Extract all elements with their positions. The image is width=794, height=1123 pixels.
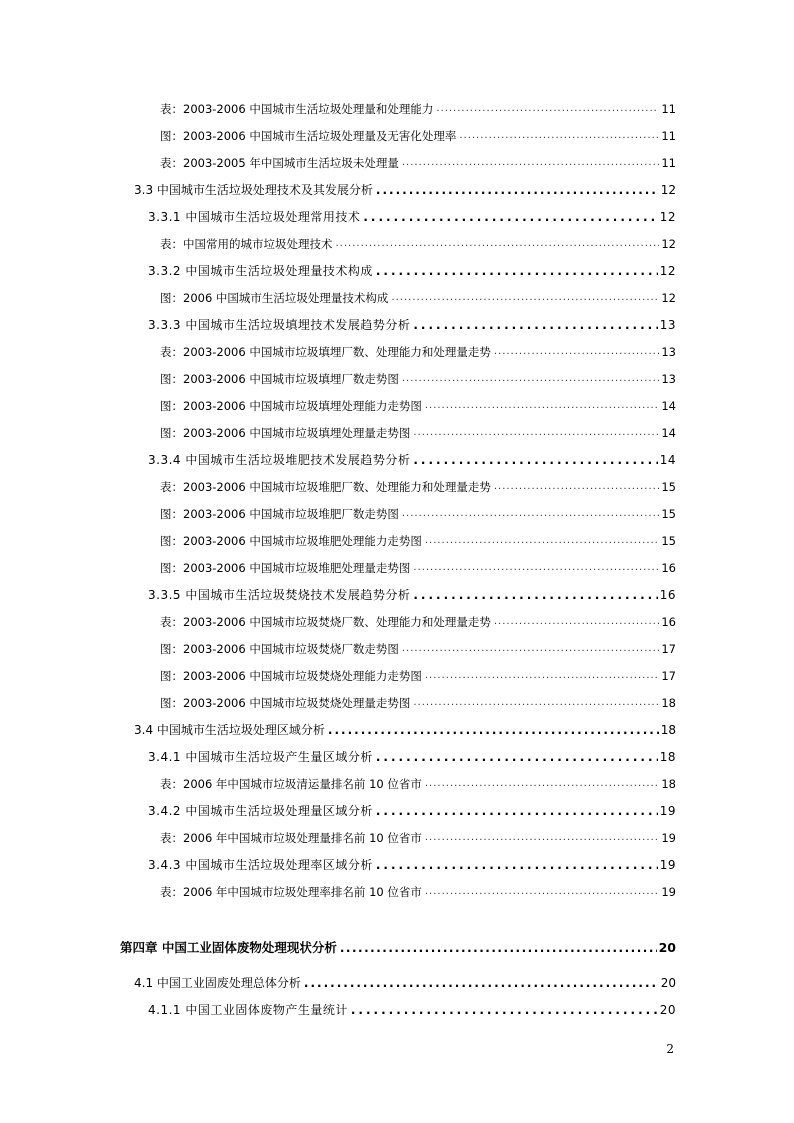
- toc-entry[interactable]: [160, 286, 676, 306]
- toc-entry[interactable]: [160, 394, 676, 414]
- toc-dot-leader: [413, 588, 657, 603]
- toc-dot-leader: [413, 696, 659, 711]
- toc-dot-leader: [425, 534, 660, 549]
- toc-entry-title: 表：2003-2005 年中国城市生活垃圾未处理量: [160, 156, 399, 170]
- toc-entry-page: 19: [659, 804, 676, 818]
- toc-entry[interactable]: [134, 718, 676, 738]
- toc-entry[interactable]: [148, 313, 676, 333]
- toc-entry[interactable]: [120, 936, 676, 956]
- toc-entry-page: 20: [660, 976, 676, 990]
- toc-entry-title: 表：2003-2006 中国城市垃圾焚烧厂数、处理能力和处理量走势: [160, 615, 491, 629]
- toc-entry-title: 图：2003-2006 中国城市垃圾填埋处理能力走势图: [160, 399, 422, 413]
- toc-entry-page: 20: [658, 940, 676, 955]
- toc-dot-leader: [391, 291, 659, 306]
- toc-entry[interactable]: [160, 826, 676, 846]
- toc-entry[interactable]: [160, 502, 676, 522]
- toc-entry-page: 17: [661, 642, 676, 656]
- toc-entry-page: 12: [659, 210, 676, 224]
- toc-entry-page: 18: [660, 723, 676, 737]
- toc-dot-leader: [336, 237, 660, 252]
- toc-entry-page: 18: [661, 777, 676, 791]
- toc-dot-leader: [376, 183, 659, 198]
- toc-entry-title: 图：2003-2006 中国城市垃圾焚烧处理能力走势图: [160, 669, 422, 683]
- toc-dot-leader: [376, 858, 658, 873]
- toc-dot-leader: [402, 507, 660, 522]
- toc-entry[interactable]: [160, 124, 676, 144]
- toc-entry-page: 18: [659, 750, 676, 764]
- toc-dot-leader: [413, 561, 659, 576]
- toc-entry-title: 表：2003-2006 中国城市垃圾填埋厂数、处理能力和处理量走势: [160, 345, 491, 359]
- toc-entry-page: 12: [661, 291, 676, 305]
- toc-entry-page: 12: [661, 237, 676, 251]
- toc-dot-leader: [363, 210, 657, 225]
- toc-entry-title: 图：2003-2006 中国城市垃圾焚烧厂数走势图: [160, 642, 399, 656]
- toc-dot-leader: [304, 976, 659, 991]
- toc-entry-page: 13: [661, 372, 676, 386]
- toc-entry-page: 17: [661, 669, 676, 683]
- toc-entry-title: 表：2006 年中国城市垃圾处理率排名前 10 位省市: [160, 885, 422, 899]
- toc-entry-page: 19: [661, 831, 676, 845]
- toc-entry-page: 16: [661, 615, 676, 629]
- toc-entry-title: 3.3.1 中国城市生活垃圾处理常用技术: [148, 210, 361, 224]
- toc-entry-title: 3.4.1 中国城市生活垃圾产生量区域分析: [148, 750, 373, 764]
- toc-entry[interactable]: [148, 205, 676, 225]
- toc-entry-page: 11: [661, 102, 676, 116]
- toc-entry[interactable]: [148, 583, 676, 603]
- toc-dot-leader: [402, 642, 660, 657]
- toc-entry[interactable]: [160, 421, 676, 441]
- toc-entry-title: 4.1 中国工业固废处理总体分析: [134, 976, 301, 990]
- toc-entry-title: 表：2003-2006 中国城市生活垃圾处理量和处理能力: [160, 102, 434, 116]
- toc-entry-title: 3.3.3 中国城市生活垃圾填埋技术发展趋势分析: [148, 318, 411, 332]
- toc-dot-leader: [425, 885, 659, 900]
- toc-entry[interactable]: [148, 259, 676, 279]
- toc-entry[interactable]: [160, 529, 676, 549]
- toc-entry-title: 4.1.1 中国工业固体废物产生量统计: [148, 1003, 348, 1017]
- toc-entry[interactable]: [160, 151, 676, 171]
- toc-dot-leader: [413, 453, 657, 468]
- toc-entry[interactable]: [148, 799, 676, 819]
- toc-entry[interactable]: [160, 475, 676, 495]
- toc-dot-leader: [328, 723, 659, 738]
- toc-dot-leader: [494, 615, 660, 630]
- toc-entry-page: 15: [661, 480, 676, 494]
- toc-entry[interactable]: [148, 448, 676, 468]
- toc-entry-title: 3.3 中国城市生活垃圾处理技术及其发展分析: [134, 183, 373, 197]
- toc-entry-page: 19: [661, 885, 676, 899]
- toc-entry[interactable]: [160, 880, 676, 900]
- toc-dot-leader: [425, 669, 660, 684]
- toc-entry-title: 图：2003-2006 中国城市垃圾堆肥处理量走势图: [160, 561, 411, 575]
- toc-entry[interactable]: [160, 610, 676, 630]
- toc-dot-leader: [376, 804, 658, 819]
- toc-entry-title: 3.3.4 中国城市生活垃圾堆肥技术发展趋势分析: [148, 453, 411, 467]
- toc-entry[interactable]: [160, 772, 676, 792]
- toc-entry-page: 14: [661, 426, 676, 440]
- toc-entry-page: 19: [659, 858, 676, 872]
- toc-entry[interactable]: [148, 745, 676, 765]
- toc-dot-leader: [402, 156, 660, 171]
- toc-entry-page: 12: [659, 264, 676, 278]
- toc-dot-leader: [402, 372, 660, 387]
- toc-entry[interactable]: [160, 367, 676, 387]
- toc-entry-page: 15: [661, 534, 676, 548]
- toc-dot-leader: [340, 941, 657, 956]
- toc-dot-leader: [425, 831, 659, 846]
- toc-entry-title: 3.3.2 中国城市生活垃圾处理量技术构成: [148, 264, 373, 278]
- toc-entry[interactable]: [160, 637, 676, 657]
- toc-entry[interactable]: [148, 998, 676, 1018]
- toc-entry-title: 3.4.3 中国城市生活垃圾处理率区域分析: [148, 858, 373, 872]
- toc-entry-title: 表：2006 年中国城市垃圾处理量排名前 10 位省市: [160, 831, 422, 845]
- toc-entry[interactable]: [134, 971, 676, 991]
- toc-dot-leader: [376, 750, 658, 765]
- toc-entry-title: 图：2003-2006 中国城市生活垃圾处理量及无害化处理率: [160, 129, 457, 143]
- toc-entry[interactable]: [160, 556, 676, 576]
- toc-entry-title: 图：2003-2006 中国城市垃圾焚烧处理量走势图: [160, 696, 411, 710]
- toc-entry-title: 图：2003-2006 中国城市垃圾堆肥处理能力走势图: [160, 534, 422, 548]
- toc-entry-page: 13: [661, 345, 676, 359]
- toc-entry-title: 3.4 中国城市生活垃圾处理区域分析: [134, 723, 325, 737]
- toc-entry[interactable]: [134, 178, 676, 198]
- toc-dot-leader: [436, 102, 659, 117]
- toc-entry-title: 图：2003-2006 中国城市垃圾堆肥厂数走势图: [160, 507, 399, 521]
- toc-entry-title: 图：2006 中国城市生活垃圾处理量技术构成: [160, 291, 389, 305]
- toc-entry-title: 图：2003-2006 中国城市垃圾填埋厂数走势图: [160, 372, 399, 386]
- toc-entry-page: 12: [660, 183, 676, 197]
- toc-entry-page: 13: [659, 318, 676, 332]
- toc-entry-title: 表：2006 年中国城市垃圾清运量排名前 10 位省市: [160, 777, 422, 791]
- toc-entry[interactable]: [160, 664, 676, 684]
- toc-dot-leader: [376, 264, 658, 279]
- toc-entry-page: 15: [661, 507, 676, 521]
- toc-dot-leader: [494, 480, 660, 495]
- toc-entry-title: 3.3.5 中国城市生活垃圾焚烧技术发展趋势分析: [148, 588, 411, 602]
- toc-dot-leader: [413, 318, 657, 333]
- toc-entry-page: 11: [661, 129, 676, 143]
- toc-entry-title: 表：中国常用的城市垃圾处理技术: [160, 237, 333, 251]
- toc-dot-leader: [351, 1003, 658, 1018]
- toc-entry-title: 3.4.2 中国城市生活垃圾处理量区域分析: [148, 804, 373, 818]
- toc-dot-leader: [425, 399, 660, 414]
- toc-entry-page: 16: [661, 561, 676, 575]
- toc-entry[interactable]: [160, 691, 676, 711]
- toc-dot-leader: [459, 129, 659, 144]
- toc-entry-title: 第四章 中国工业固体废物处理现状分析: [120, 940, 337, 955]
- toc-dot-leader: [413, 426, 659, 441]
- toc-entry-title: 图：2003-2006 中国城市垃圾填埋处理量走势图: [160, 426, 411, 440]
- toc-entry-title: 表：2003-2006 中国城市垃圾堆肥厂数、处理能力和处理量走势: [160, 480, 491, 494]
- toc-entry-page: 18: [661, 696, 676, 710]
- toc-entry-page: 11: [661, 156, 676, 170]
- toc-entry-page: 16: [659, 588, 676, 602]
- toc-entry-page: 20: [659, 1003, 676, 1017]
- toc-entry[interactable]: [148, 853, 676, 873]
- toc-entry-page: 14: [659, 453, 676, 467]
- toc-dot-leader: [494, 345, 660, 360]
- toc-entry-page: 14: [661, 399, 676, 413]
- page-number: 2: [666, 1042, 674, 1056]
- toc-entry[interactable]: [160, 340, 676, 360]
- toc-entry[interactable]: [160, 232, 676, 252]
- toc-dot-leader: [425, 777, 659, 792]
- toc-entry[interactable]: [160, 97, 676, 117]
